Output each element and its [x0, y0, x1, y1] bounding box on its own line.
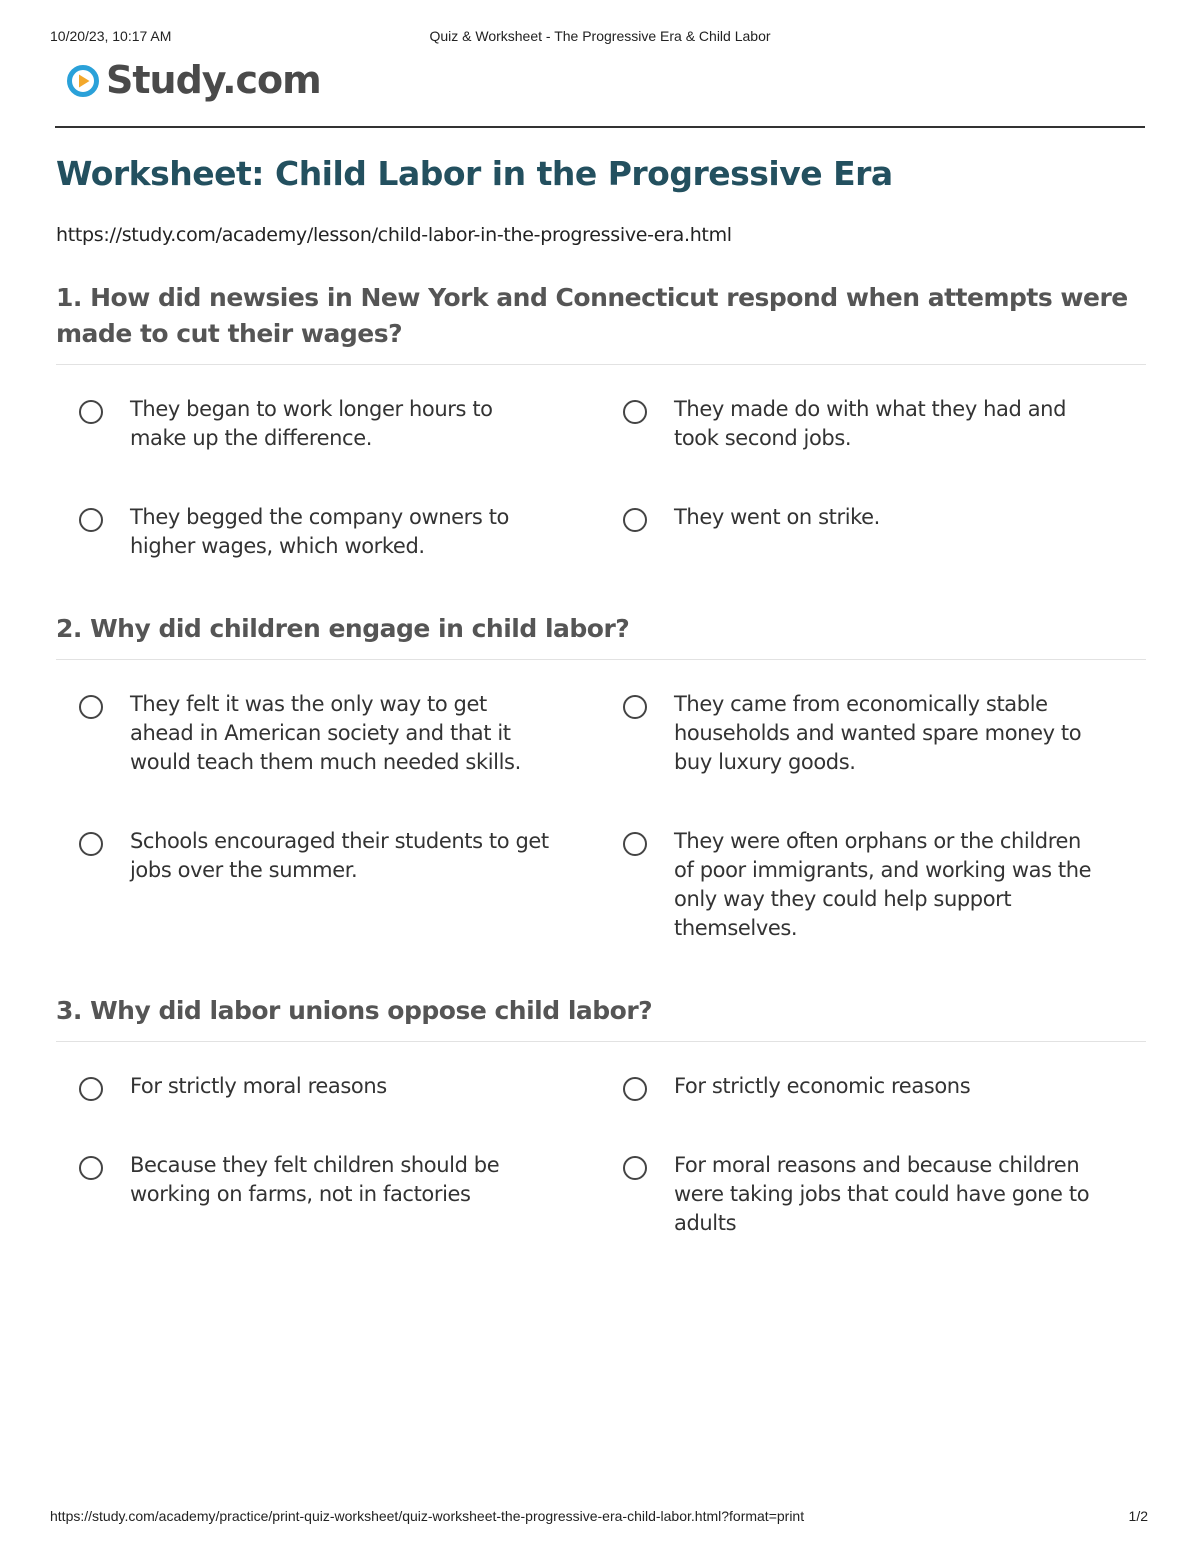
answer-option[interactable] [56, 395, 600, 453]
answer-option[interactable] [600, 690, 1146, 777]
lesson-url[interactable]: https://study.com/academy/lesson/child-labor-in-the-progressive-era.html [56, 224, 732, 246]
radio-button-icon[interactable] [623, 1077, 647, 1101]
answer-option[interactable] [600, 1151, 1146, 1238]
question-2 [56, 611, 1146, 943]
worksheet-content [56, 150, 1146, 1238]
answer-option-label: Because they felt children should be working on farms, not in factories [130, 1153, 500, 1206]
radio-button-icon[interactable] [623, 1156, 647, 1180]
answer-option[interactable] [56, 827, 600, 943]
question-text: 1. How did newsies in New York and Connecticut respond when attempts were made to cut their wages? [56, 280, 1146, 365]
print-footer-url: https://study.com/academy/practice/print-quiz-worksheet/quiz-worksheet-the-progressive-era-child-labor.html?format=print [50, 1508, 805, 1524]
print-header [50, 28, 1150, 48]
radio-button-icon[interactable] [79, 508, 103, 532]
study-com-logo[interactable] [66, 56, 321, 104]
answer-option[interactable] [56, 1151, 600, 1238]
answer-option-label: They went on strike. [674, 505, 880, 529]
radio-button-icon[interactable] [623, 695, 647, 719]
answer-options [56, 690, 1146, 943]
answer-option[interactable] [56, 503, 600, 561]
answer-option-label: They felt it was the only way to get ahead in American society and that it would teach them much needed skills. [130, 692, 521, 774]
answer-option-label: Schools encouraged their students to get jobs over the summer. [130, 829, 549, 882]
radio-button-icon[interactable] [79, 1156, 103, 1180]
answer-option[interactable] [600, 1072, 1146, 1101]
radio-button-icon[interactable] [79, 1077, 103, 1101]
print-datetime: 10/20/23, 10:17 AM [50, 28, 172, 44]
answer-option[interactable] [56, 1072, 600, 1101]
answer-option[interactable] [600, 395, 1146, 453]
answer-option-label: They begged the company owners to higher wages, which worked. [130, 505, 509, 558]
radio-button-icon[interactable] [623, 832, 647, 856]
answer-option[interactable] [600, 827, 1146, 943]
radio-button-icon[interactable] [79, 400, 103, 424]
answer-options [56, 1072, 1146, 1238]
answer-option-label: They began to work longer hours to make up the difference. [130, 397, 493, 450]
radio-button-icon[interactable] [623, 508, 647, 532]
print-page-title: Quiz & Worksheet - The Progressive Era & Child Labor [429, 28, 771, 44]
print-footer [50, 1508, 1148, 1526]
radio-button-icon[interactable] [623, 400, 647, 424]
answer-option-label: They made do with what they had and took second jobs. [674, 397, 1067, 450]
page-number: 1/2 [1128, 1508, 1148, 1524]
answer-option-label: For strictly moral reasons [130, 1074, 387, 1098]
play-icon [66, 64, 100, 98]
answer-option-label: For strictly economic reasons [674, 1074, 971, 1098]
answer-option[interactable] [600, 503, 1146, 561]
worksheet-title: Worksheet: Child Labor in the Progressive Era [56, 154, 893, 193]
question-1 [56, 280, 1146, 561]
radio-button-icon[interactable] [79, 832, 103, 856]
question-text: 2. Why did children engage in child labor? [56, 611, 1146, 660]
answer-option-label: For moral reasons and because children were taking jobs that could have gone to adults [674, 1153, 1090, 1235]
answer-options [56, 395, 1146, 561]
answer-option-label: They were often orphans or the children of poor immigrants, and working was the only way they could help support themselves. [674, 829, 1092, 940]
question-text: 3. Why did labor unions oppose child labor? [56, 993, 1146, 1042]
answer-option[interactable] [56, 690, 600, 777]
radio-button-icon[interactable] [79, 695, 103, 719]
question-3 [56, 993, 1146, 1238]
answer-option-label: They came from economically stable households and wanted spare money to buy luxury goods. [674, 692, 1082, 774]
logo-text: Study.com [106, 58, 321, 102]
header-divider [55, 126, 1145, 128]
